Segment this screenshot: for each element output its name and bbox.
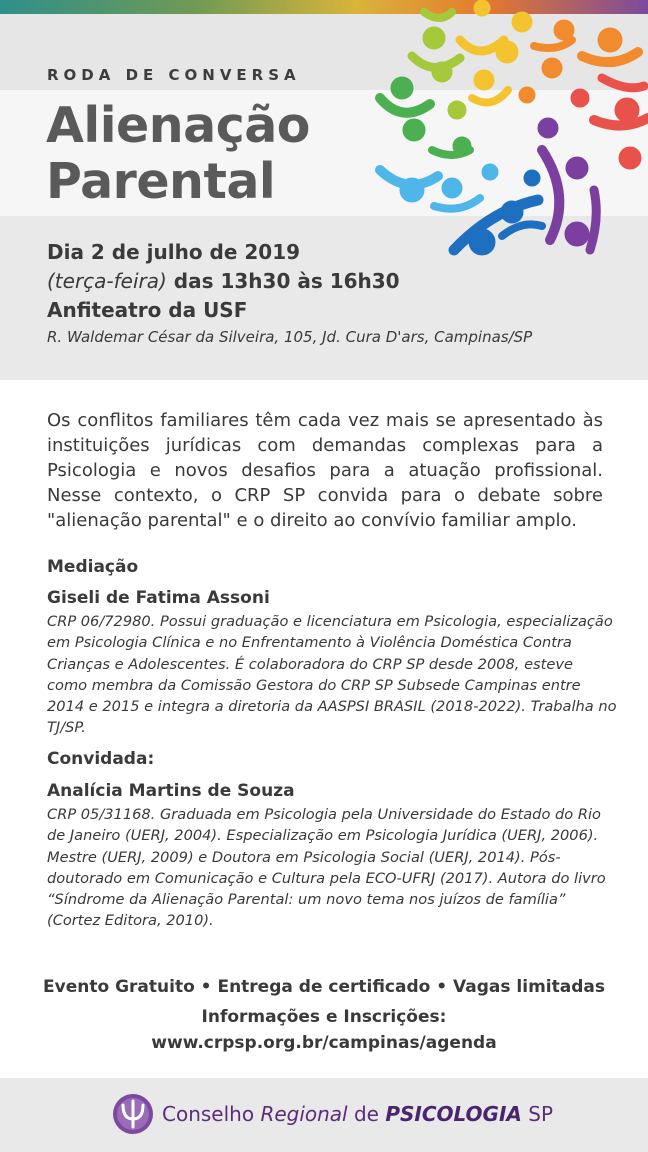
event-time (47, 267, 627, 296)
psi-logo-icon (112, 1093, 154, 1135)
yellow-figures (460, 0, 532, 103)
mediator-block (47, 585, 617, 739)
logo-part-conselho: Conselho (162, 1102, 261, 1126)
guest-name: Analícia Martins de Souza (47, 781, 295, 801)
logo-part-sp: SP (521, 1102, 554, 1126)
logo-wordmark (162, 1102, 553, 1126)
guest-heading: Convidada: (47, 749, 155, 769)
logo-part-de: de (347, 1102, 386, 1126)
event-hours: das 13h30 às 16h30 (166, 269, 400, 293)
logo-part-psicologia: PSICOLOGIA (385, 1102, 522, 1126)
mediator-bio: CRP 06/72980. Possui graduação e licenciatura em Psicologia, especialização em Psicologia Clínica e no Enfrentamento à Violência Doméstica Contra Crianças e Adolescentes. É colaboradora do CRP SP desde 2008, esteve como membra da Comissão Gestora do CRP SP Subsede Campinas entre 2014 e 2015 e integra a diretoria da AASPSI BRASIL (2018-2022). Trabalha no TJ/SP. (47, 613, 617, 737)
purple-figures (538, 118, 596, 250)
event-weekday: (terça-feira) (47, 269, 167, 293)
footer-info (0, 972, 648, 1056)
logo-part-regional: Regional (260, 1102, 348, 1126)
intro-paragraph: Os conflitos familiares têm cada vez mais se apresentado às instituições jurídicas com demandas complexas para a Psicologia e novos desafios para a atuação profissional. Nesse contexto, o CRP SP convida para o debate sobre "alienação parental" e o direito ao convívio familiar amplo. (47, 410, 603, 531)
guest-bio: CRP 05/31168. Graduada em Psicologia pela Universidade do Estado do Rio de Janeiro (UERJ, 2004). Especialização em Psicologia Jurídica (UERJ, 2006). Mestre (UERJ, 2009) e Doutora em Psicologia Social (UERJ, 2014). Pós-doutorado em Comunicação e Cultura pela ECO-UFRJ (2017). Autora do livro “Síndrome da Alienação Parental: um novo tema nos juízos de família” (Cortez Editora, 2010). (47, 806, 606, 930)
title-line-2: Parental (46, 153, 276, 210)
mediator-name: Giseli de Fatima Assoni (47, 588, 270, 608)
event-venue: Anfiteatro da USF (47, 298, 248, 322)
kicker-text: RODA DE CONVERSA (47, 66, 301, 84)
lime-figures (412, 12, 466, 119)
colorful-people-emblem-icon (372, 0, 648, 262)
info-label: Informações e Inscrições: (201, 1007, 447, 1027)
guest-block (47, 778, 617, 932)
registration-link[interactable]: www.crpsp.org.br/campinas/agenda (151, 1033, 497, 1053)
event-features: Evento Gratuito • Entrega de certificado • Vagas limitadas (43, 977, 605, 997)
mediation-heading: Mediação (47, 557, 139, 577)
page-title (46, 98, 310, 210)
crp-logo (112, 1092, 553, 1136)
red-figures (571, 78, 648, 169)
event-details (47, 238, 627, 349)
event-date: Dia 2 de julho de 2019 (47, 240, 301, 264)
event-address: R. Waldemar César da Silveira, 105, Jd. Cura D'ars, Campinas/SP (47, 328, 533, 346)
title-line-1: Alienação (46, 97, 310, 154)
lightblue-figures (380, 164, 498, 209)
